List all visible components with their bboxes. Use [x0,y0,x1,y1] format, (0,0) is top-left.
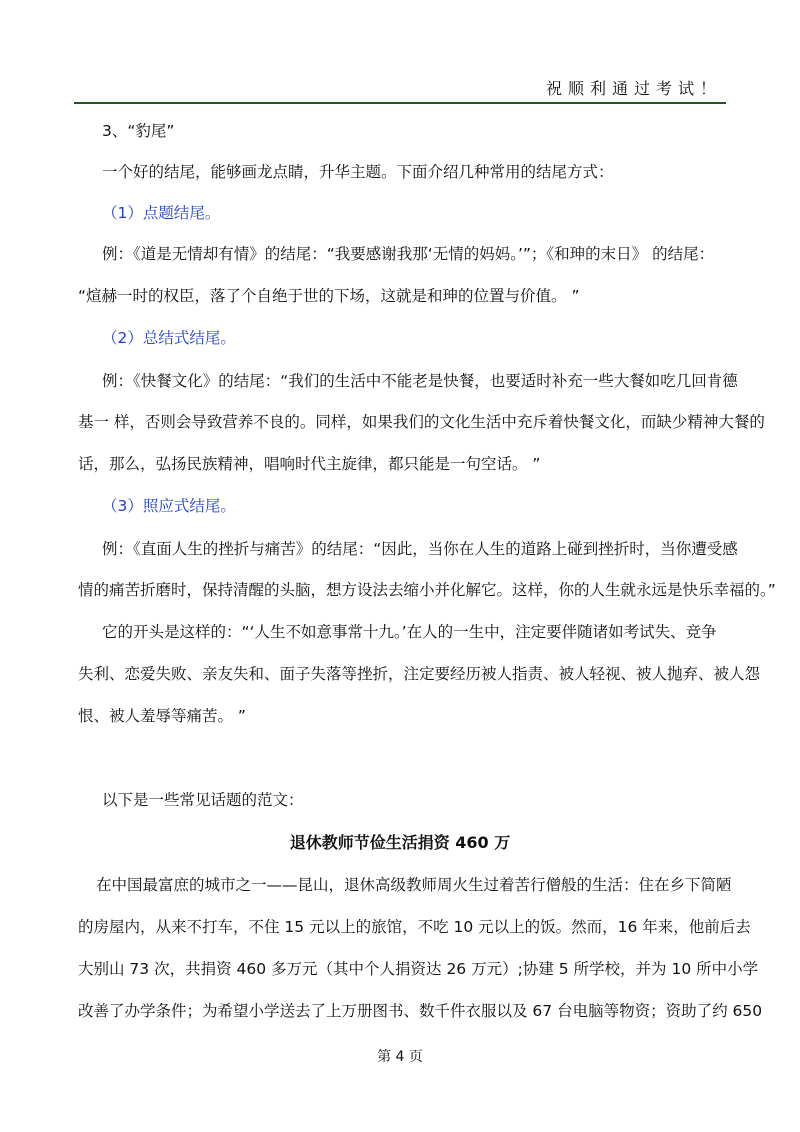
page-number: 第 4 页 [377,1049,423,1065]
intro-paragraph: 一个好的结尾，能够画龙点睛，升华主题。下面介绍几种常用的结尾方式： [102,163,614,181]
example-3-line-5: 恨、被人羞辱等痛苦。 ” [78,707,246,725]
essay-title: 退休教师节俭生活捐资 460 万 [289,833,511,852]
example-3-line-4: 失利、恋爱失败、亲友失和、面子失落等挫折，注定要经历被人指责、被人轻视、被人抛弃、被人怨 [78,665,761,683]
example-1-line-2: “煊赫一时的权臣，落了个自绝于世的下场，这就是和珅的位置与价值。 ” [78,287,580,305]
essay-line-4: 改善了办学条件；为希望小学送去了上万册图书、数千件衣服以及 67 台电脑等物资；资助了约 650 [78,1002,763,1020]
example-3-line-3: 它的开头是这样的：“‘人生不如意事常十九。’在人的一生中，注定要伴随诸如考试失、竞争 [102,623,717,641]
essay-line-1: 在中国最富庶的城市之一——昆山，退休高级教师周火生过着苦行僧般的生活：住在乡下简陋 [96,876,732,894]
example-2-line-1: 例：《快餐文化》的结尾：“我们的生活中不能老是快餐，也要适时补充一些大餐如吃几回肯德 [102,372,738,390]
header-text: 祝顺利通过考试！ [545,79,722,98]
example-3-line-1: 例：《直面人生的挫折与痛苦》的结尾：“因此，当你在人生的道路上碰到挫折时，当你遭受感 [102,540,738,558]
section-heading: 3、“豹尾” [102,122,175,140]
example-2-line-2: 基一 样，否则会导致营养不良的。同样，如果我们的文化生活中充斥着快餐文化，而缺少精神大餐的 [78,413,765,431]
essay-line-3: 大别山 73 次，共捐资 460 多万元（其中个人捐资达 26 万元）;协建 5 所学校，并为 10 所中小学 [78,960,759,978]
samples-intro: 以下是一些常见话题的范文： [102,791,304,809]
subheading-3: （3）照应式结尾。 [102,497,236,515]
essay-line-2: 的房屋内，从来不打车，不住 15 元以上的旅馆，不吃 10 元以上的饭。然而，16 年来，他前后去 [78,918,751,936]
example-1-line-1: 例：《道是无情却有情》的结尾：“我要感谢我那‘无情的妈妈。’”；《和珅的末日》 的结尾： [102,245,715,263]
example-2-line-3: 话，那么，弘扬民族精神，唱响时代主旋律，都只能是一句空话。 ” [78,455,541,473]
header-divider [74,102,726,104]
example-3-line-2: 情的痛苦折磨时，保持清醒的头脑，想方设法去缩小并化解它。这样，你的人生就永远是快乐幸福的。” [78,581,776,599]
subheading-2: （2）总结式结尾。 [102,329,236,347]
subheading-1: （1）点题结尾。 [102,204,221,222]
